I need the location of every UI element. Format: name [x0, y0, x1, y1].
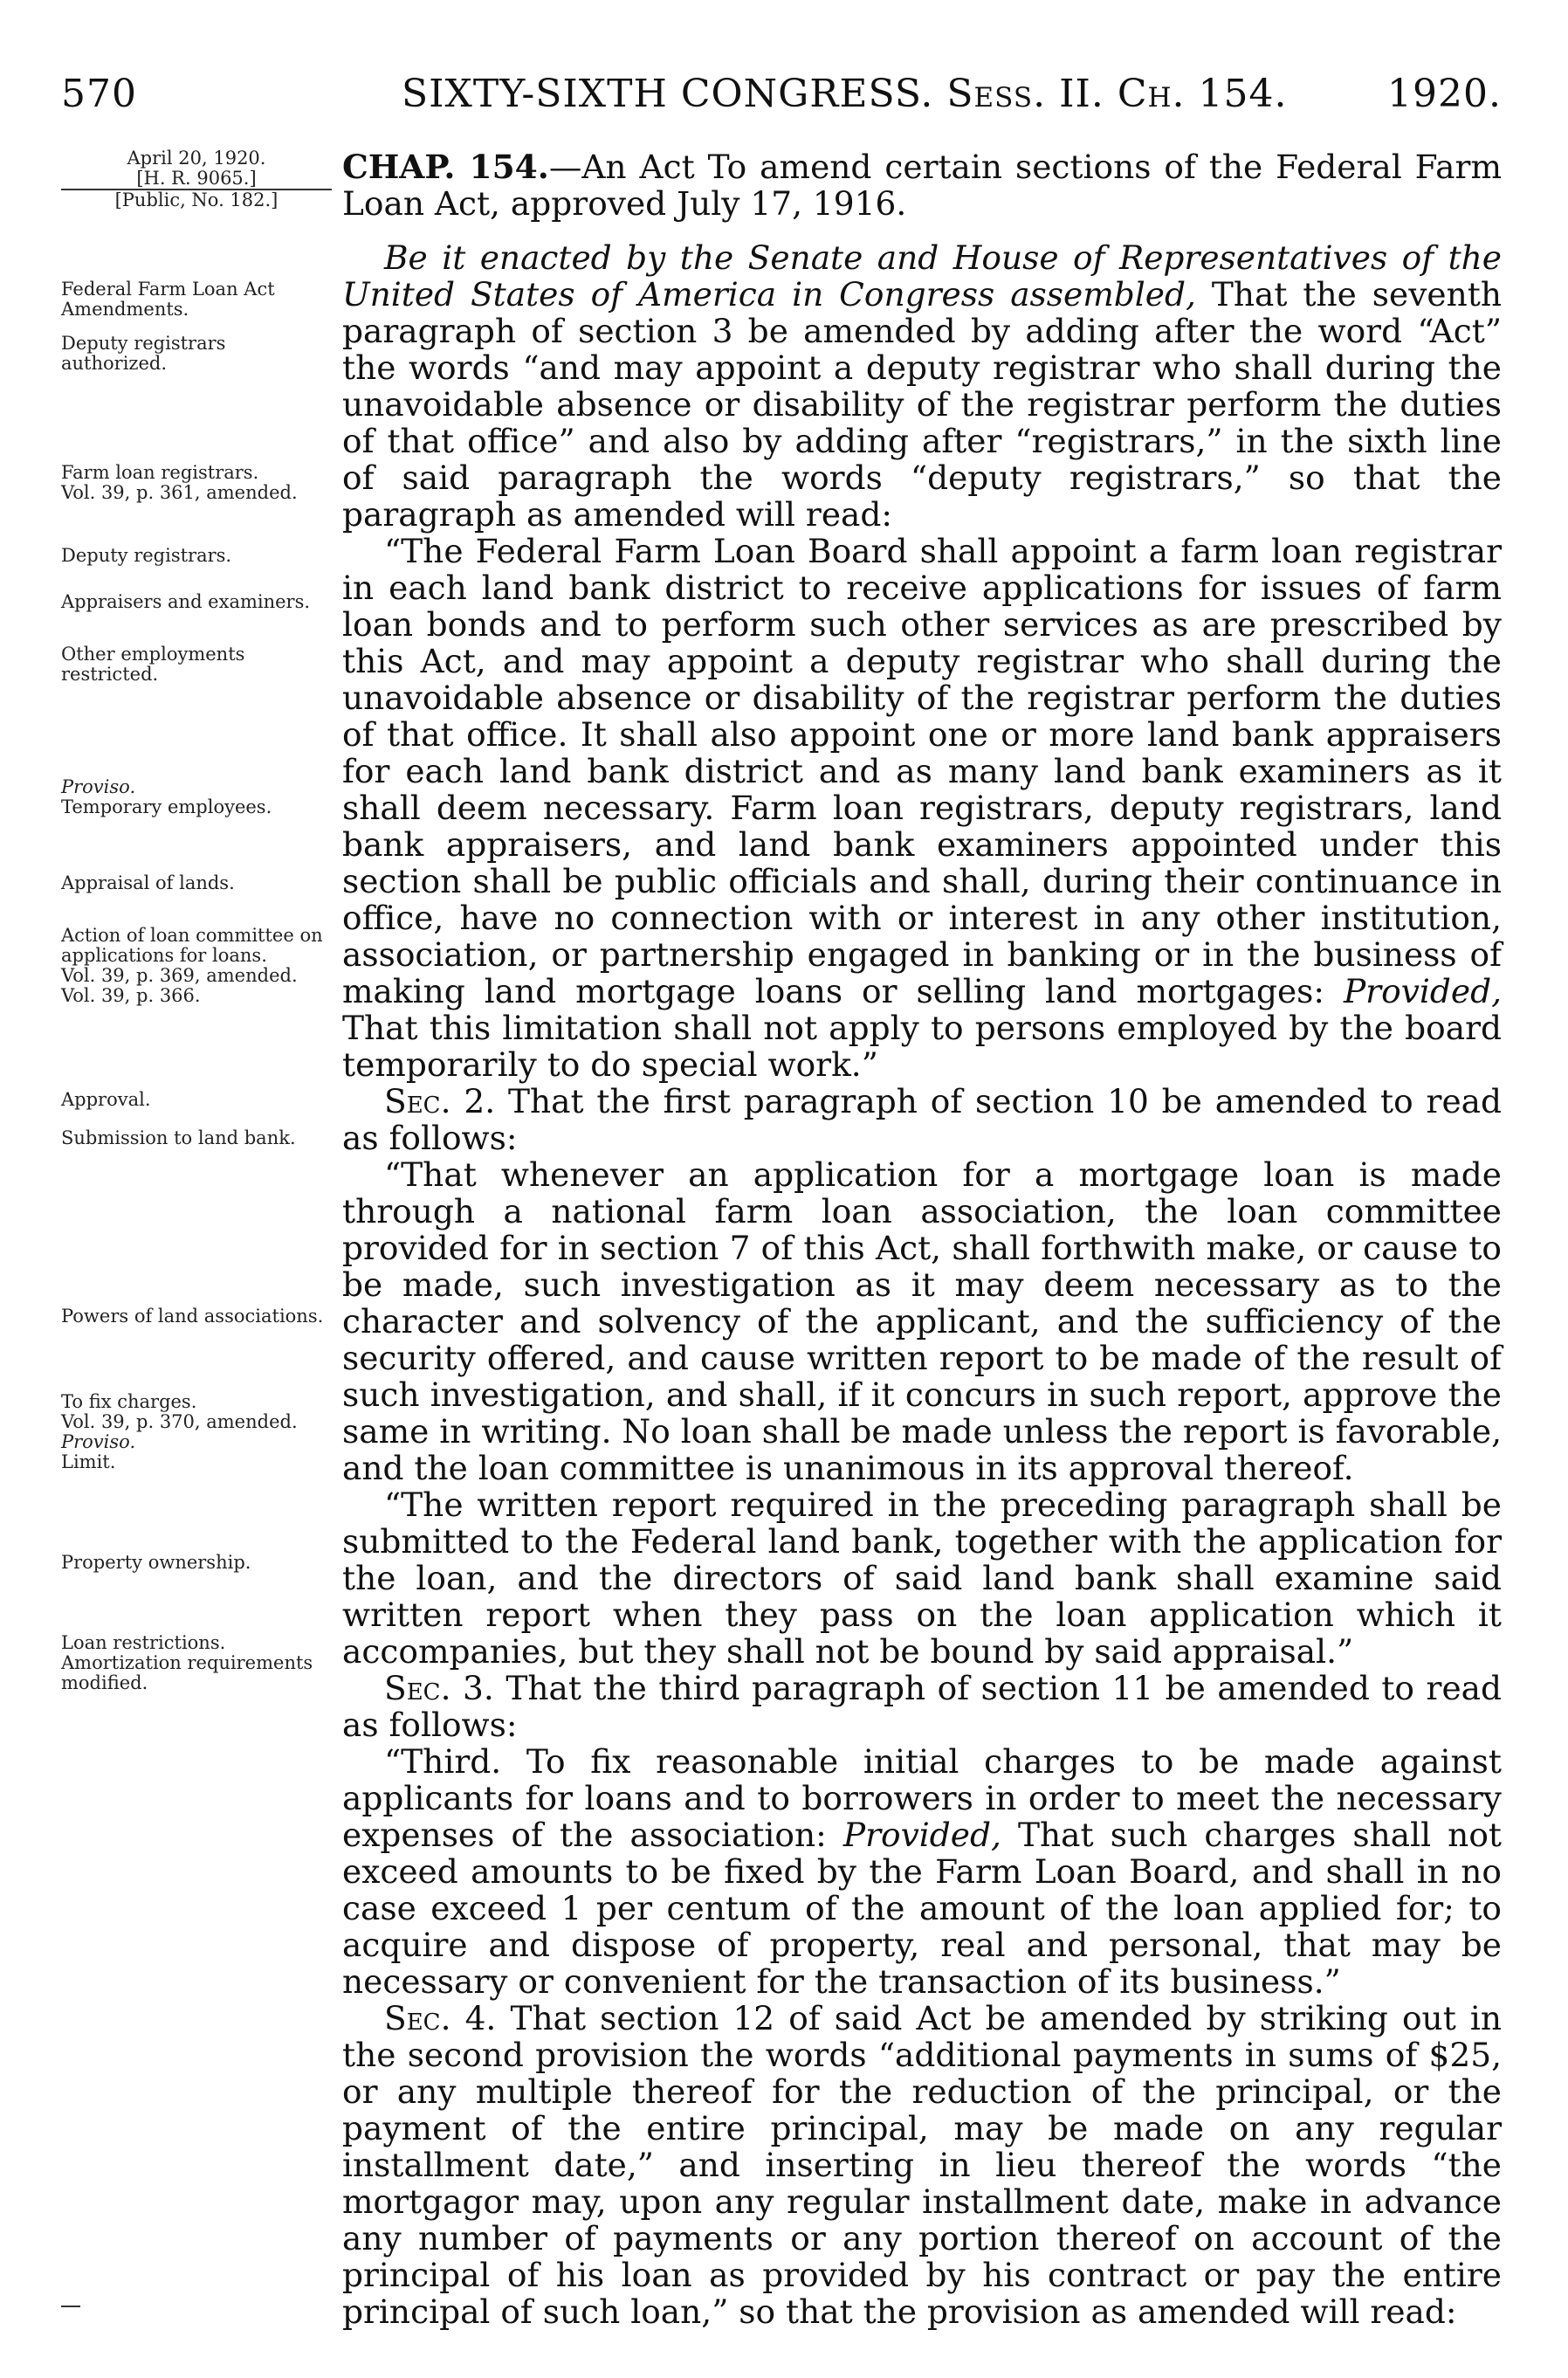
- section-2-label: Sec. 2.: [384, 1082, 496, 1120]
- section-3: [342, 1670, 1502, 1743]
- margin-property: Property ownership.: [61, 1552, 251, 1573]
- section-3-label: Sec. 3.: [384, 1669, 494, 1707]
- paragraph-registrar-text-b: That this limitation shall not apply to persons employed by the board temporarily to do special work.”: [342, 1009, 1502, 1084]
- page-number: 570: [61, 72, 137, 116]
- margin-ref-1: Vol. 39, p. 361, amended.: [61, 482, 298, 503]
- margin-ref-3: Vol. 39, p. 366.: [61, 985, 201, 1006]
- paragraph-registrar: [342, 533, 1502, 1083]
- congress-title: SIXTY-SIXTH CONGRESS.: [402, 72, 934, 116]
- margin-fix-charges-block: [61, 1392, 332, 1472]
- margin-appraisers: Appraisers and examiners.: [61, 591, 311, 612]
- margin-fix-charges: To fix charges.: [61, 1391, 197, 1412]
- margin-date: April 20, 1920.: [127, 148, 266, 169]
- running-header: [61, 72, 1502, 124]
- margin-approval: Approval.: [61, 1089, 151, 1110]
- margin-proviso-2: Proviso.: [61, 1431, 136, 1452]
- margin-date-block: [61, 148, 332, 210]
- paragraph-third-text-b: That such charges shall not exceed amounts to be fixed by the Farm Loan Board, and shall in no case exceed 1 per centum of the amount of the loan applied for; to acquire and dispose of property, real and personal, that may be necessary or convenient for the transaction of its business.”: [342, 1816, 1502, 2001]
- chapter-label: Ch. 154.: [1117, 72, 1288, 116]
- margin-amendments: Federal Farm Loan Act Amendments.: [61, 279, 275, 320]
- chapter-heading: [342, 148, 1502, 222]
- margin-powers: Powers of land associations.: [61, 1306, 324, 1327]
- enacting-text: That the seventh paragraph of section 3 be amended by adding after the word “Act” the words “and may appoint a deputy registrar who shall during the unavoidable absence or disability of the registrar perform the duties of that office” and also by adding after “registrars,” in the sixth line of said paragraph the words “deputy registrars,” so that the paragraph as amended will read:: [342, 275, 1502, 534]
- margin-proviso-1-label: Proviso.: [61, 776, 136, 797]
- margin-loan-restrictions-block: [61, 1633, 332, 1693]
- margin-public: [Public, No. 182.]: [114, 190, 279, 210]
- chapter-title: —An Act To amend certain sections of the Federal Farm Loan Act, approved July 17, 1916.: [342, 148, 1502, 223]
- margin-deputy-registrars: Deputy registrars.: [61, 545, 232, 566]
- margin-bill: [H. R. 9065.]: [61, 169, 332, 190]
- provided-italic-1: Provided,: [1343, 972, 1502, 1010]
- section-4-text: That section 12 of said Act be amended by striking out in the second provision the words “additional payments in sums of $25, or any multiple thereof for the reduction of the principal, or the payment of the entire principal, may be made on any regular installment date,” and inserting in lieu thereof the words “the mortgagor may, upon any regular installment date, make in advance any number of payments or any portion thereof on account of the principal of his loan as provided by his contract or pay the entire principal of such loan,” so that the provision as amended will read:: [342, 1999, 1502, 2331]
- margin-farm-loan-registrars: [61, 463, 332, 503]
- margin-appraisal: Appraisal of lands.: [61, 872, 235, 893]
- section-4: [342, 2000, 1502, 2330]
- margin-limit: Limit.: [61, 1451, 116, 1472]
- section-2-text: That the first paragraph of section 10 be amended to read as follows:: [342, 1082, 1502, 1157]
- statute-body: [342, 148, 1502, 2330]
- enacting-formula: Be it enacted by the Senate and House of Representatives of the United States of America in Congress assembled,: [342, 238, 1502, 314]
- section-2: [342, 1083, 1502, 1156]
- margin-action-block: [61, 926, 332, 1006]
- chapter-number: CHAP. 154.: [342, 148, 549, 186]
- paragraph-registrar-text-a: “The Federal Farm Loan Board shall appoint a farm loan registrar in each land bank district to receive applications for issues of farm loan bonds and to perform such other services as are prescribed by this Act, and may appoint a deputy registrar who shall during the unavoidable absence or disability of the registrar perform the duties of that office. It shall also appoint one or more land bank appraisers for each land bank district and as many land bank examiners as it shall deem necessary. Farm loan registrars, deputy registrars, land bank appraisers, and land bank examiners appointed under this section shall be public officials and shall, during their continuance in office, have no connection with or interest in any other institution, association, or partnership engaged in banking or in the business of making land mortgage loans or selling land mortgages:: [342, 532, 1502, 1010]
- margin-ref-4: Vol. 39, p. 370, amended.: [61, 1411, 298, 1432]
- margin-submission: Submission to land bank.: [61, 1127, 296, 1148]
- margin-loan-restrictions: Loan restrictions.: [61, 1632, 226, 1653]
- margin-other-employments: Other employments restricted.: [61, 644, 245, 685]
- paragraph-third: [342, 1743, 1502, 2000]
- margin-farm-loan-registrars-text: Farm loan registrars.: [61, 462, 259, 483]
- section-3-text: That the third paragraph of section 11 be amended to read as follows:: [342, 1669, 1502, 1744]
- margin-temporary: Temporary employees.: [61, 796, 272, 817]
- provided-italic-2: Provided,: [842, 1816, 1001, 1854]
- footer-mark: [61, 2306, 80, 2307]
- session-label: Sess. II.: [946, 72, 1104, 116]
- header-title: [402, 72, 1287, 116]
- margin-amortization: Amortization requirements modified.: [61, 1652, 313, 1693]
- section-4-label: Sec. 4.: [384, 1999, 497, 2037]
- margin-action: Action of loan committee on applications for loans.: [61, 925, 323, 966]
- paragraph-loan-committee: “That whenever an application for a mortgage loan is made through a national farm loan association, the loan committee provided for in section 7 of this Act, shall forthwith make, or cause to be made, such investigation as it may deem necessary as to the character and solvency of the applicant, and the sufficiency of the security offered, and cause written report to be made of the result of such investigation, and shall, if it concurs in such report, approve the same in writing. No loan shall be made unless the report is favorable, and the loan committee is unanimous in its approval thereof.: [342, 1155, 1502, 1487]
- margin-deputy-authorized: Deputy registrars authorized.: [61, 333, 226, 374]
- margin-ref-2: Vol. 39, p. 369, amended.: [61, 965, 298, 986]
- header-year: 1920.: [1387, 72, 1502, 116]
- paragraph-written-report: “The written report required in the preceding paragraph shall be submitted to the Federal land bank, together with the application for the loan, and the directors of said land bank shall examine said written report when they pass on the loan application which it accompanies, but they shall not be bound by said appraisal.”: [342, 1485, 1502, 1671]
- margin-proviso-1: [61, 777, 332, 817]
- paragraph-third-text-a: “Third. To fix reasonable initial charges to be made against applicants for loans and to borrowers in order to meet the necessary expenses of the association:: [342, 1742, 1502, 1854]
- enacting-clause: [342, 239, 1502, 533]
